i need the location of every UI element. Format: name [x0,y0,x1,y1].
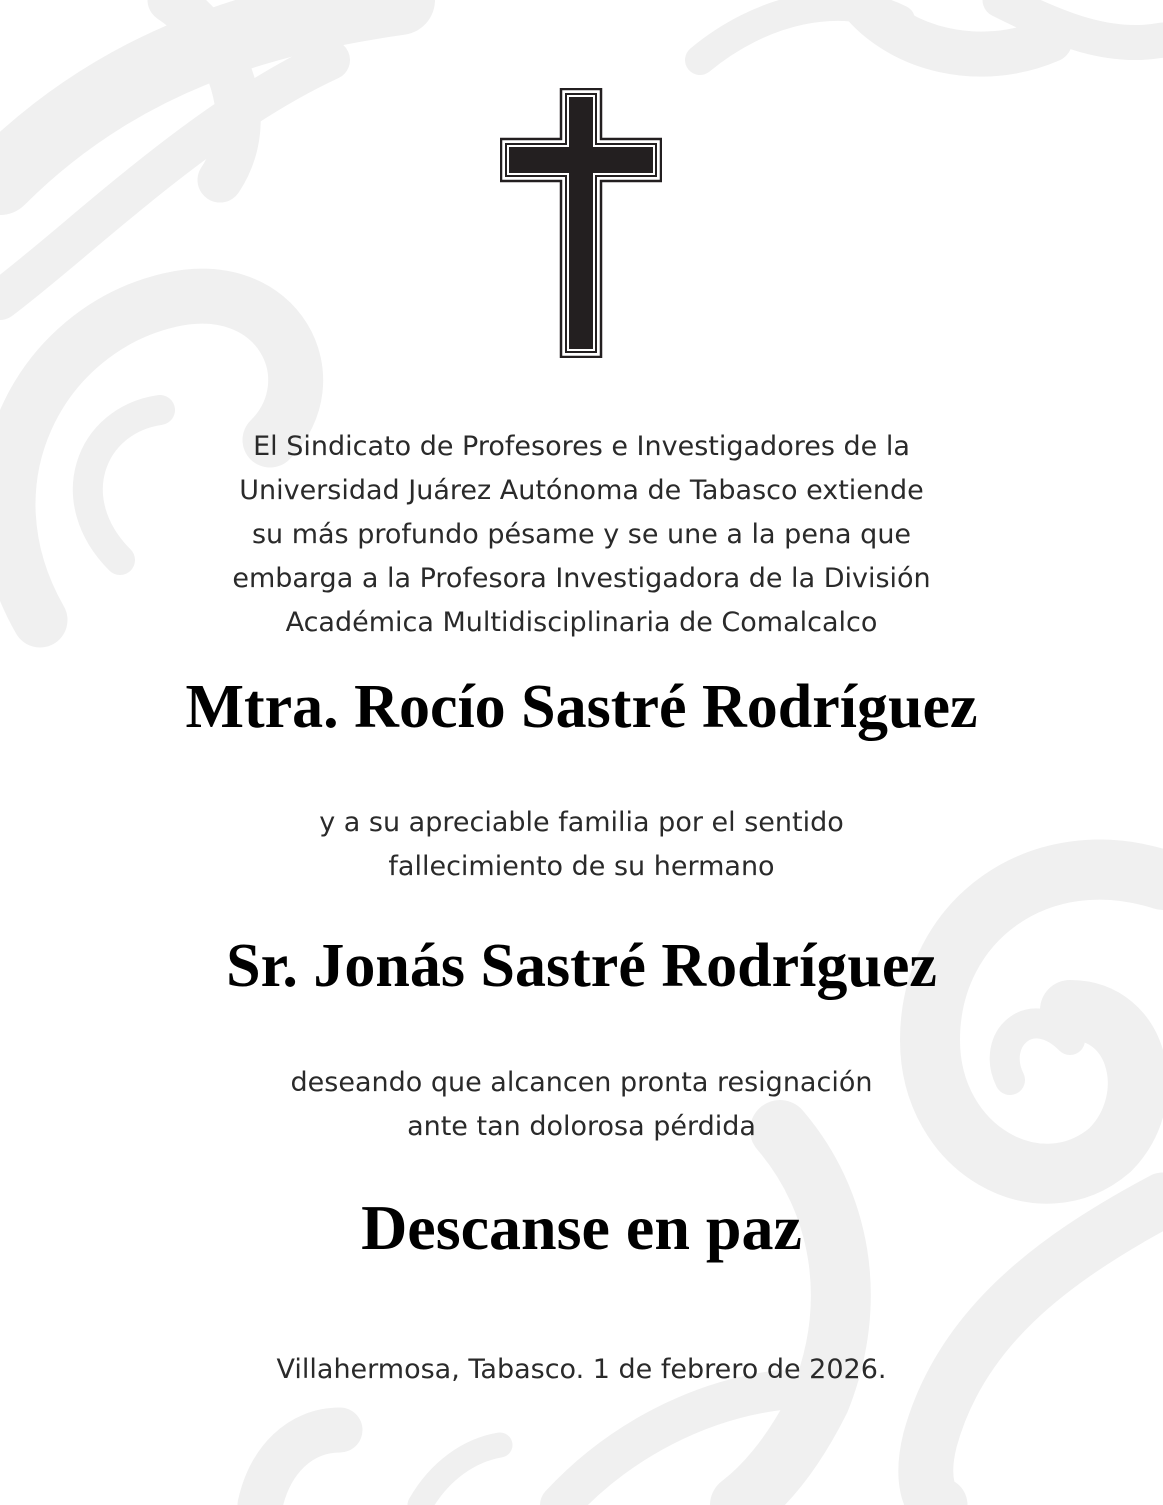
deceased-name-heading: Sr. Jonás Sastré Rodríguez [226,932,937,1000]
place-date-line: Villahermosa, Tabasco. 1 de febrero de 2026. [276,1354,887,1385]
cross-icon [500,88,662,358]
primary-name-heading: Mtra. Rocío Sastré Rodríguez [185,673,978,741]
middle-paragraph: y a su apreciable familia por el sentido fallecimiento de su hermano [319,807,844,882]
intro-paragraph: El Sindicato de Profesores e Investigadores de la Universidad Juárez Autónoma de Tabasco extiende su más profundo pésame y se une a la pena que embarga a la Profesora Investigadora de la División Académica Multidisciplinaria de Comalcalco [232,431,931,638]
closing-paragraph: deseando que alcancen pronta resignación ante tan dolorosa pérdida [290,1067,873,1142]
farewell-heading: Descanse en paz [361,1192,802,1263]
